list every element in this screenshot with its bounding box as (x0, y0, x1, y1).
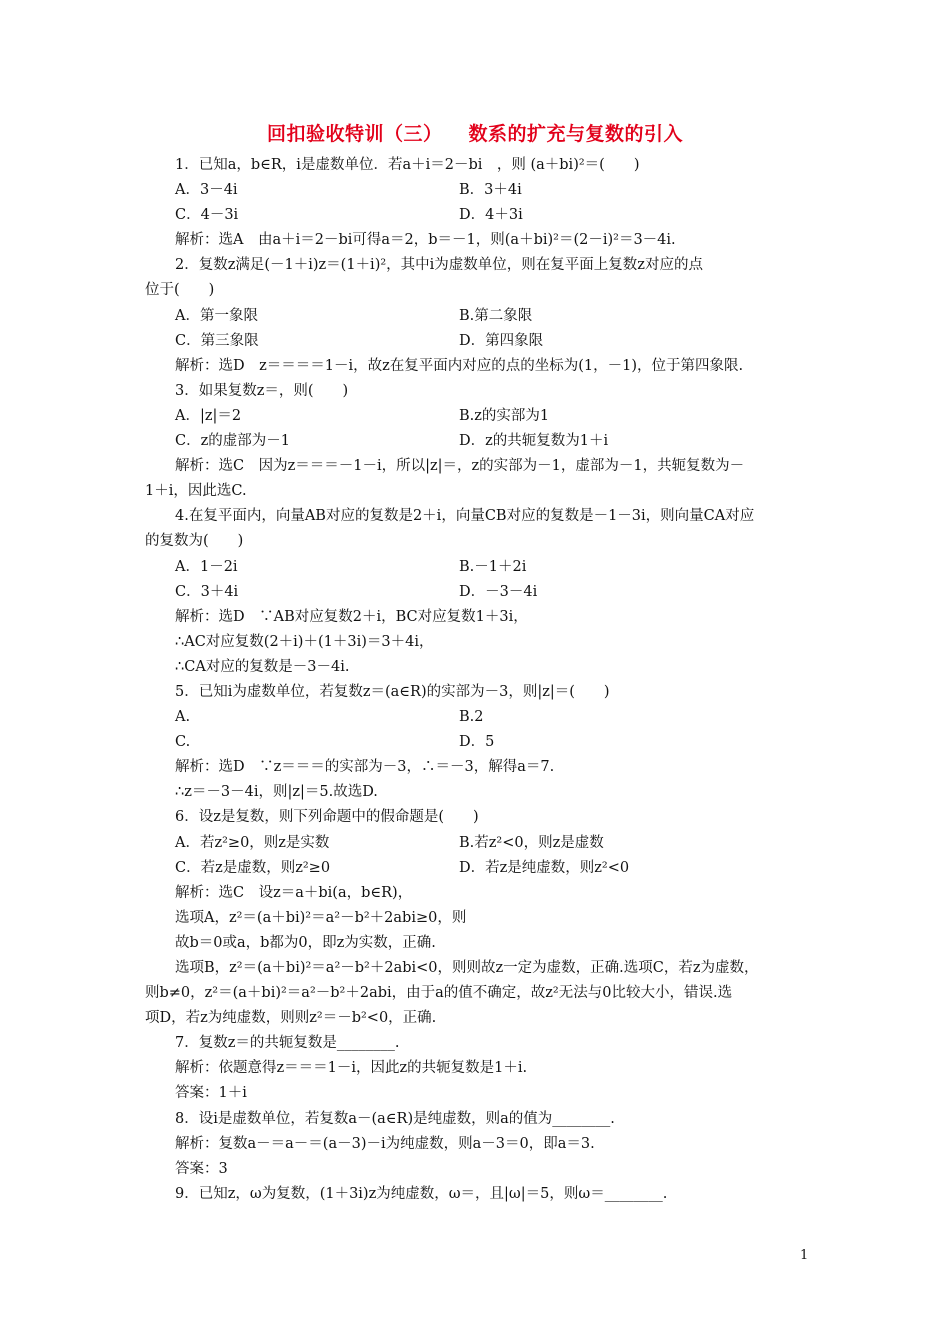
q3-options-row2 (145, 429, 815, 454)
q6-solution-line3: 故b＝0或a，b都为0，即z为实数，正确. (175, 934, 436, 951)
q2-option-c: C．第三象限 (175, 332, 259, 349)
page-title (0, 119, 950, 146)
q2-option-a: A．第一象限 (175, 307, 258, 324)
q6-option-a: A．若z²≥0，则z是实数 (175, 834, 330, 851)
q2-stem: 2．复数z满足(－1＋i)z＝(1＋i)²，其中i为虚数单位，则在复平面上复数z对应的点 (175, 257, 703, 274)
q6-solution: 解析：选C 设z＝a＋bi(a，b∈R)， (175, 884, 413, 901)
q4-options-row2 (145, 580, 815, 605)
q3-option-c: C．z的虚部为－1 (175, 433, 290, 450)
q8-stem: 8．设i是虚数单位，若复数a－(a∈R)是纯虚数，则a的值为________. (175, 1110, 615, 1127)
q5-option-a: A. (175, 709, 191, 726)
q1-option-d: D．4＋3i (459, 207, 523, 224)
q1-options-row2 (145, 203, 815, 228)
q6-stem: 6．设z是复数，则下列命题中的假命题是( ) (175, 809, 479, 826)
q6-solution-line5: 则b≠0，z²＝(a＋bi)²＝a²－b²＋2abi，由于a的值不确定，故z²无法与0比较大小，错误.选 (145, 985, 733, 1002)
q2-option-d: D．第四象限 (459, 332, 544, 349)
q4-solution: 解析：选D ∵AB对应复数2＋i，BC对应复数1＋3i， (175, 608, 528, 625)
q6-options-row1 (145, 831, 815, 856)
q3-options-row1 (145, 404, 815, 429)
q3-solution: 解析：选C 因为z＝＝＝－1－i，所以|z|＝，z的实部为－1，虚部为－1，共轭复数为－ (175, 458, 745, 475)
question-list (145, 153, 815, 1207)
q6-options-row2 (145, 856, 815, 881)
q1-option-a: A．3－4i (175, 182, 238, 199)
q6-option-b: B.若z²<0，则z是虚数 (459, 834, 604, 851)
q5-options-row2 (145, 730, 815, 755)
q8-answer: 答案：3 (175, 1160, 228, 1177)
q8-solution: 解析：复数a－＝a－＝(a－3)－i为纯虚数，则a－3＝0，即a＝3. (175, 1135, 595, 1152)
q2-options-row1 (145, 304, 815, 329)
q5-solution: 解析：选D ∵z＝＝＝的实部为－3，∴＝－3，解得a＝7. (175, 759, 555, 776)
q2-stem-cont: 位于( ) (145, 282, 215, 299)
q5-stem: 5．已知i为虚数单位，若复数z＝(a∈R)的实部为－3，则|z|＝( ) (175, 683, 610, 700)
q5-option-b: B.2 (459, 709, 484, 726)
q4-stem: 4.在复平面内，向量AB对应的复数是2＋i，向量CB对应的复数是－1－3i，则向量CA对应 (175, 508, 755, 525)
title-left: 回扣验收特训（三） (266, 123, 443, 145)
q2-solution: 解析：选D z＝＝＝＝1－i，故z在复平面内对应的点的坐标为(1，－1)，位于第四象限. (175, 357, 744, 374)
q1-options-row1 (145, 178, 815, 203)
q3-option-b: B.z的实部为1 (459, 407, 550, 424)
q6-solution-line2: 选项A，z²＝(a＋bi)²＝a²－b²＋2abi≥0，则 (175, 909, 467, 926)
q5-options-row1 (145, 705, 815, 730)
title-right: 数系的扩充与复数的引入 (468, 123, 684, 145)
q5-option-c: C. (175, 734, 191, 751)
q6-solution-line6: 项D，若z为纯虚数，则则z²＝－b²<0，正确. (145, 1010, 437, 1027)
q1-option-c: C．4－3i (175, 207, 239, 224)
q6-solution-line4: 选项B，z²＝(a＋bi)²＝a²－b²＋2abi<0，则则故z一定为虚数，正确.选项C，若z为虚数， (175, 960, 759, 976)
q7-answer: 答案：1＋i (175, 1085, 247, 1102)
q2-options-row2 (145, 329, 815, 354)
q4-stem-cont: 的复数为( ) (145, 533, 244, 550)
q4-option-d: D．－3－4i (459, 583, 538, 600)
q6-option-d: D．若z是纯虚数，则z²<0 (459, 859, 630, 876)
q4-option-c: C．3＋4i (175, 583, 239, 600)
q3-solution-cont: 1＋i，因此选C. (145, 483, 247, 500)
q5-option-d: D．5 (459, 734, 495, 751)
q4-options-row1 (145, 555, 815, 580)
q1-stem: 1．已知a，b∈R，i是虚数单位．若a＋i＝2－bi ，则 (a＋bi)²＝( ) (175, 157, 640, 173)
q2-option-b: B.第二象限 (459, 307, 533, 324)
q9-stem: 9．已知z，ω为复数，(1＋3i)z为纯虚数，ω＝，且|ω|＝5，则ω＝________. (175, 1185, 668, 1202)
q3-stem: 3．如果复数z＝，则( ) (175, 382, 349, 399)
q4-option-b: B.－1＋2i (459, 558, 527, 575)
q3-option-d: D．z的共轭复数为1＋i (459, 433, 609, 450)
q1-option-b: B．3＋4i (459, 182, 522, 199)
q7-solution: 解析：依题意得z＝＝＝1－i，因此z的共轭复数是1＋i. (175, 1060, 528, 1077)
q3-option-a: A．|z|＝2 (175, 407, 242, 424)
q5-solution-line2: ∴z＝－3－4i，则|z|＝5.故选D. (175, 784, 378, 801)
q4-option-a: A．1－2i (175, 558, 238, 575)
q7-stem: 7．复数z＝的共轭复数是________. (175, 1035, 400, 1052)
q4-solution-line2: ∴AC对应复数(2＋i)＋(1＋3i)＝3＋4i， (175, 633, 434, 650)
page-number: 1 (800, 1248, 809, 1263)
q1-solution: 解析：选A 由a＋i＝2－bi可得a＝2，b＝－1，则(a＋bi)²＝(2－i)²＝3－4i. (175, 232, 676, 249)
q4-solution-line3: ∴CA对应的复数是－3－4i. (175, 658, 350, 675)
q6-option-c: C．若z是虚数，则z²≥0 (175, 859, 331, 876)
